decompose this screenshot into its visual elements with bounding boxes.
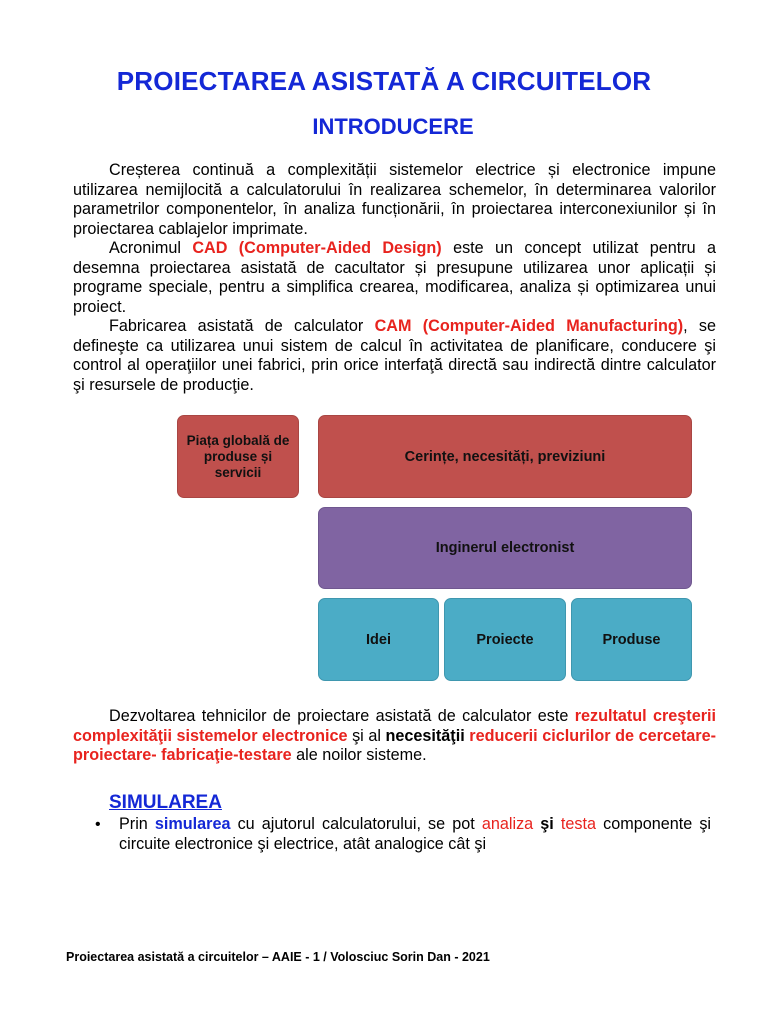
bullet-pre: Prin [119, 815, 155, 833]
paragraph-cad [73, 239, 716, 317]
test-keyword: testa [560, 815, 597, 833]
diagram-box-products: Produse [571, 598, 692, 681]
diagram-box-ideas: Idei [318, 598, 439, 681]
diagram-box-projects: Proiecte [444, 598, 566, 681]
bullet-mid: cu ajutorul calculatorului, se pot [230, 815, 482, 833]
section-heading-introducere: INTRODUCERE [312, 114, 474, 139]
section-heading-simularea: SIMULAREA [109, 792, 222, 813]
simulation-keyword: simularea [154, 815, 231, 833]
complexity-highlight: rezultatul creşterii complexităţii sistemelor electronice [73, 707, 716, 745]
paragraph-cam-post: , se defineşte ca utilizarea unui sistem de calcul în activitatea de planificare, conducere şi control al operaţiilor unei fabrici, prin orice interfaţă directă sau indirectă dintre calculator şi resursele de producţie. [73, 317, 717, 394]
bullet-dot-icon: • [95, 816, 101, 833]
cycle-reduction-highlight: reducerii ciclurilor de cercetare-proiectare- fabricaţie-testare [73, 726, 716, 764]
diagram-box-requirements: Cerințe, necesități, previziuni [318, 415, 692, 498]
bullet-post: componente şi circuite electronice şi electrice, atât analogice cât şi [119, 815, 712, 853]
analyze-keyword: analiza [481, 815, 534, 833]
paragraph-development [73, 707, 716, 766]
paragraph-cam [73, 317, 716, 395]
document-title: PROIECTAREA ASISTATĂ A CIRCUITELOR [116, 66, 652, 96]
paragraph-cad-post: este un concept utilizat pentru a desemna proiectarea asistată de cacultator și presupune utilizarea unor aplicații și programe speciale, pentru a simplifica crearea, modificarea, analiza și optimizarea unui proiect. [73, 239, 716, 316]
paragraph-development-mid: şi al [347, 726, 386, 745]
paragraph-cad-pre: Acronimul [109, 239, 193, 257]
paragraph-cam-pre: Fabricarea asistată de calculator [109, 317, 375, 335]
bullet-text [119, 815, 711, 854]
cam-definition-highlight: CAM (Computer-Aided Manufacturing) [374, 317, 684, 335]
paragraph-complexity [73, 161, 716, 239]
diagram-box-market: Piața globală de produse și servicii [177, 415, 299, 498]
bullet-and: şi [533, 815, 561, 833]
cad-definition-highlight: CAD (Computer-Aided Design) [192, 239, 442, 257]
page-footer: Proiectarea asistată a circuitelor – AAIE - 1 / Volosciuc Sorin Dan - 2021 [66, 950, 490, 964]
paragraph-complexity-text: Creșterea continuă a complexității sistemelor electrice și electronice impune utilizarea nemijlocită a calculatorului în realizarea schemelor, în determinarea valorilor parametrilor componentelor, în analiza funcționării, în proiectarea interconexiunilor și în proiectarea cablajelor imprimate. [73, 161, 716, 238]
diagram-box-engineer: Inginerul electronist [318, 507, 692, 589]
paragraph-development-pre: Dezvoltarea tehnicilor de proiectare asistată de calculator este [109, 707, 575, 725]
paragraph-development-post: ale noilor sisteme. [291, 746, 427, 764]
necessity-bold: necesităţii [385, 726, 465, 745]
